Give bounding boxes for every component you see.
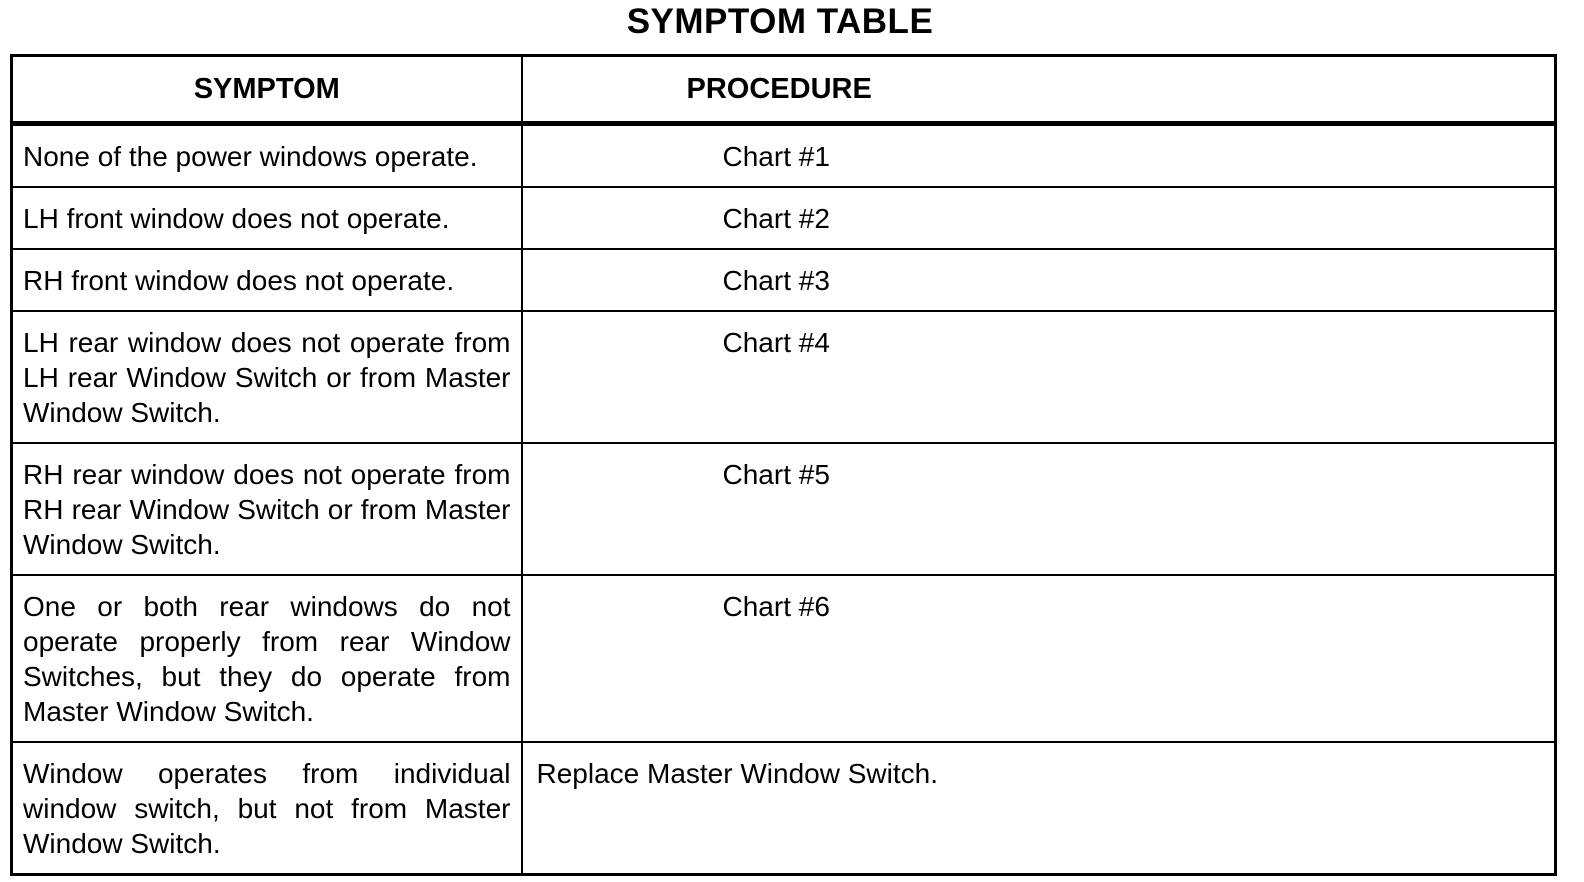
procedure-cell: Chart #1	[522, 124, 1556, 188]
procedure-cell: Chart #2	[522, 187, 1556, 249]
procedure-column-header: PROCEDURE	[522, 56, 1556, 124]
page-title: SYMPTOM TABLE	[626, 2, 934, 41]
symptom-cell: LH rear window does not operate from LH rear Window Switch or from Master Window Switch.	[12, 311, 522, 443]
symptom-cell: LH front window does not operate.	[12, 187, 522, 249]
procedure-cell: Chart #6	[522, 575, 1556, 742]
table-row	[12, 575, 1556, 742]
symptom-cell: RH rear window does not operate from RH rear Window Switch or from Master Window Switch.	[12, 443, 522, 575]
symptom-column-header: SYMPTOM	[12, 56, 522, 124]
symptom-table	[10, 54, 1557, 876]
table-row	[12, 187, 1556, 249]
table-row	[12, 124, 1556, 188]
procedure-cell: Replace Master Window Switch.	[522, 742, 1556, 875]
procedure-cell: Chart #4	[522, 311, 1556, 443]
table-header-row	[12, 56, 1556, 124]
symptom-cell: None of the power windows operate.	[12, 124, 522, 188]
table-row	[12, 443, 1556, 575]
symptom-cell: One or both rear windows do not operate properly from rear Window Switches, but they do operate from Master Window Switch.	[12, 575, 522, 742]
table-row	[12, 311, 1556, 443]
table-row	[12, 742, 1556, 875]
symptom-cell: Window operates from individual window switch, but not from Master Window Switch.	[12, 742, 522, 875]
procedure-cell: Chart #3	[522, 249, 1556, 311]
table-row	[12, 249, 1556, 311]
symptom-cell: RH front window does not operate.	[12, 249, 522, 311]
procedure-cell: Chart #5	[522, 443, 1556, 575]
